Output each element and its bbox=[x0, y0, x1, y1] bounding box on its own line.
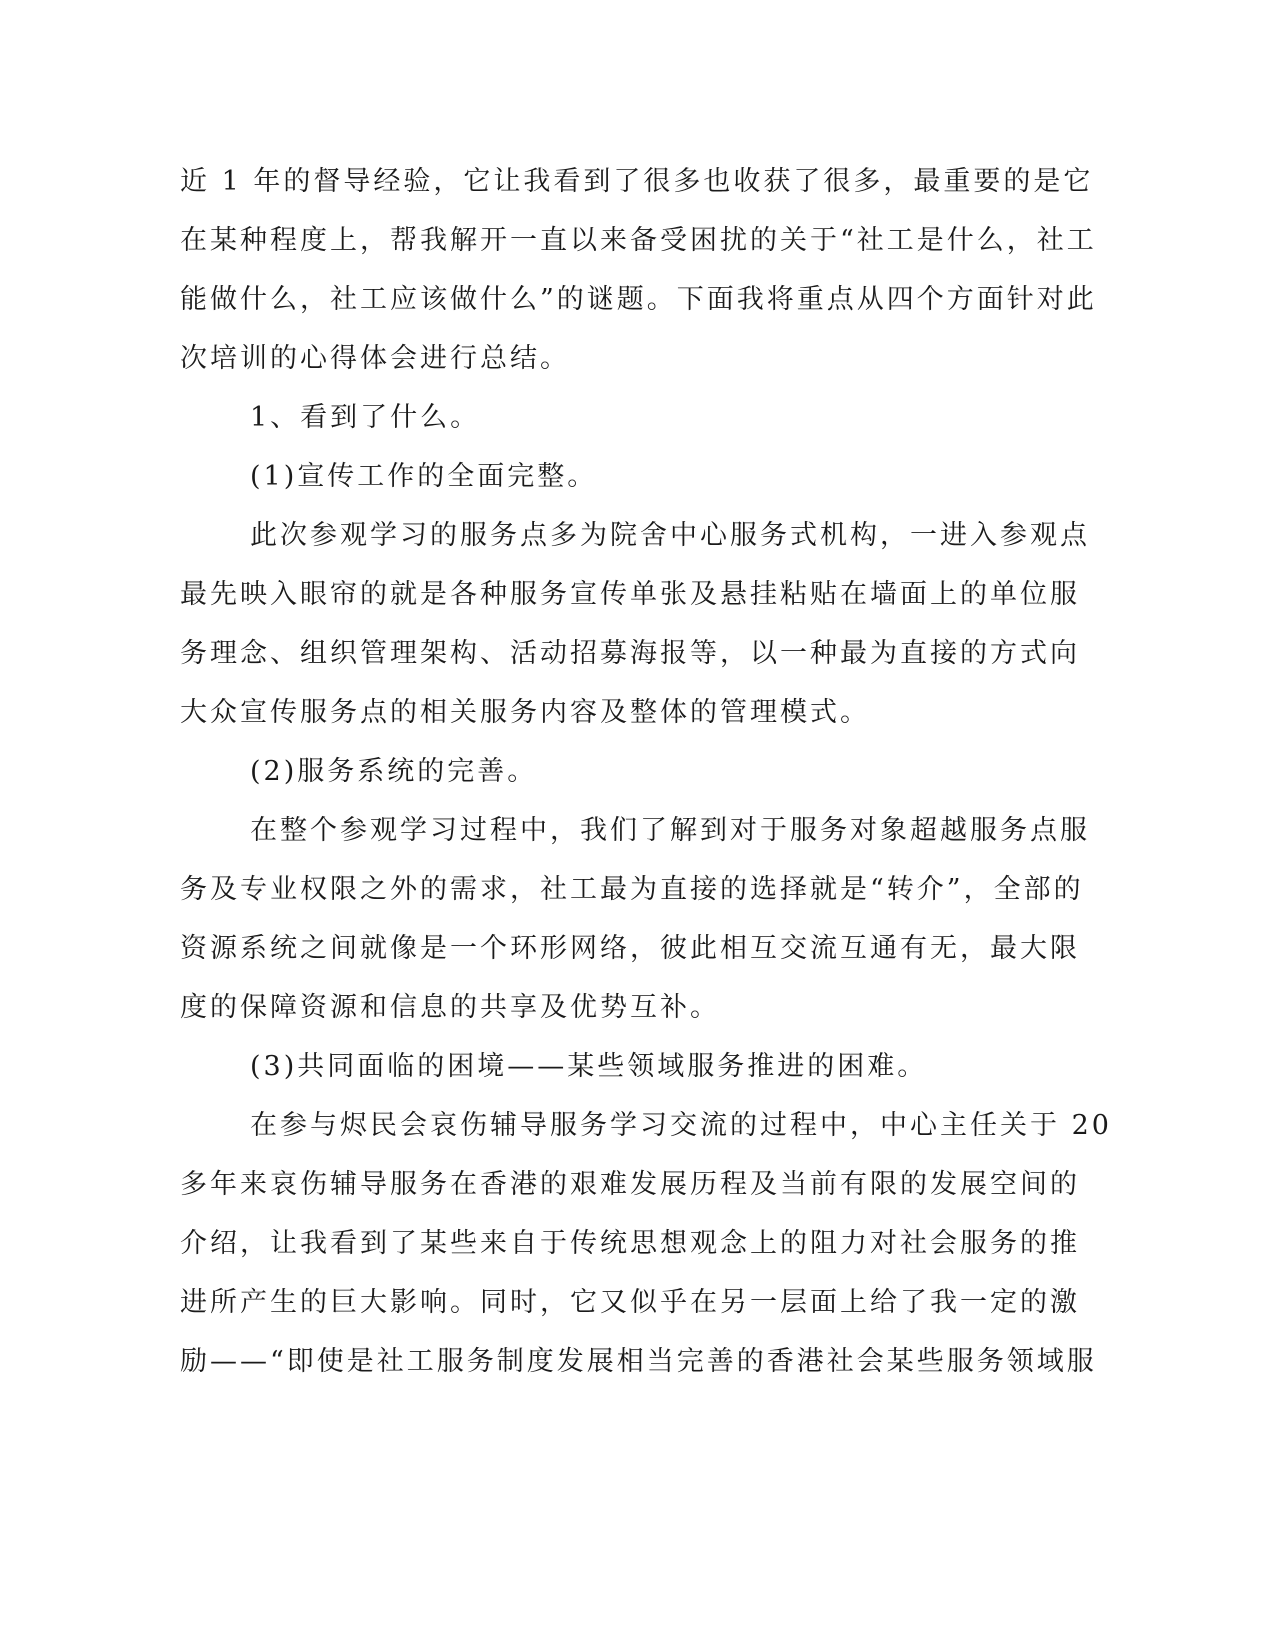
text-line: 介绍，让我看到了某些来自于传统思想观念上的阻力对社会服务的推 bbox=[180, 1228, 1080, 1259]
text-line: 次培训的心得体会进行总结。 bbox=[180, 343, 570, 374]
subsection-heading: (1)宣传工作的全面完整。 bbox=[250, 461, 598, 492]
text-line: 能做什么，社工应该做什么”的谜题。下面我将重点从四个方面针对此 bbox=[180, 284, 1097, 315]
text-line: 在某种程度上，帮我解开一直以来备受困扰的关于“社工是什么，社工 bbox=[180, 225, 1097, 256]
text-line: 励——“即使是社工服务制度发展相当完善的香港社会某些服务领域服 bbox=[180, 1346, 1097, 1377]
section-heading: 1、看到了什么。 bbox=[250, 402, 481, 433]
paragraph-first-line: 此次参观学习的服务点多为院舍中心服务式机构，一进入参观点 bbox=[250, 520, 1090, 551]
text-line: 资源系统之间就像是一个环形网络，彼此相互交流互通有无，最大限 bbox=[180, 933, 1080, 964]
text-line: 务及专业权限之外的需求，社工最为直接的选择就是“转介”，全部的 bbox=[180, 874, 1084, 905]
text-line: 近 1 年的督导经验，它让我看到了很多也收获了很多，最重要的是它 bbox=[180, 166, 1094, 197]
subsection-heading: (3)共同面临的困境——某些领域服务推进的困难。 bbox=[250, 1051, 928, 1082]
subsection-heading: (2)服务系统的完善。 bbox=[250, 756, 538, 787]
text-line: 最先映入眼帘的就是各种服务宣传单张及悬挂粘贴在墙面上的单位服 bbox=[180, 579, 1080, 610]
paragraph-first-line: 在参与烬民会哀伤辅导服务学习交流的过程中，中心主任关于 20 bbox=[250, 1110, 1112, 1141]
document-body bbox=[180, 152, 1112, 1391]
text-line: 进所产生的巨大影响。同时，它又似乎在另一层面上给了我一定的激 bbox=[180, 1287, 1080, 1318]
text-line: 度的保障资源和信息的共享及优势互补。 bbox=[180, 992, 720, 1023]
paragraph-first-line: 在整个参观学习过程中，我们了解到对于服务对象超越服务点服 bbox=[250, 815, 1090, 846]
text-line: 多年来哀伤辅导服务在香港的艰难发展历程及当前有限的发展空间的 bbox=[180, 1169, 1080, 1200]
text-line: 大众宣传服务点的相关服务内容及整体的管理模式。 bbox=[180, 697, 870, 728]
text-line: 务理念、组织管理架构、活动招募海报等，以一种最为直接的方式向 bbox=[180, 638, 1080, 669]
